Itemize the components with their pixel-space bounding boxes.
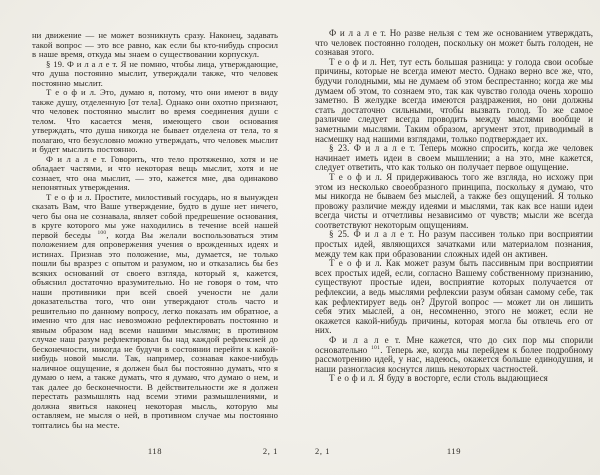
page-number: 118 <box>147 446 163 456</box>
paragraph: § 25. Ф и л а л е т. Но разум пассивен только при восприятии простых идей, являющихся зачатками или материалом познания, между тем как при образовании сложных идей он активен. <box>315 229 593 259</box>
paragraph: Т е о ф и л. Я буду в восторге, если столь выдающиеся <box>329 373 548 384</box>
paragraph: § 19. Ф и л а л е т. Я не помню, чтобы лица, утверждающие, что душа постоянно мыслит, утверждали также, что человек постоянно мыслит. <box>32 58 278 88</box>
paragraph: Т е о ф и л. Я придерживаюсь того же взгляда, но исхожу при этом из несколько своеобразного принципа, поскольку я думаю, что мы никогда не бываем без мыслей, а также без ощущений. Я только провожу различие между идеями и мыслями, так как все наши идеи всегда чисты и отчетливы независимо от чувств; мысли же всегда соответствуют некоторым ощущениям. <box>315 171 593 230</box>
paragraph: ни движение — не может возникнуть сразу. Наконец, задавать такой вопрос — это все равно, как если бы кто-нибудь спросил в наше время, откуда мы знаем о существовании корпускул. <box>32 30 278 59</box>
paragraph: Т е о ф и л. Это, думаю я, потому, что они имеют в виду также душу, отделенную [от тела]. Однако они охотно признают, что человек постоянно мыслит во время соединения души с телом. Что касается меня, имеющего свои основания утверждать, что душа никогда не бывает отделена от тела, то я полагаю, что безусловно можно утверждать, что человек мыслит и будет мыслить постоянно. <box>32 87 278 154</box>
footnote-ref-100: 100 <box>97 229 107 236</box>
paragraph-text: . Теперь же, когда мы перейдем к более подробному рассмотрению идей, у нас, надеюсь, окажется больше единодушия, и наши разногласия коснутся лишь некоторых частностей. <box>315 344 594 374</box>
page-number: 119 <box>446 446 462 456</box>
paragraph: Ф и л а л е т. Но разве нельзя с тем же основанием утверждать, что человек постоянно голоден, поскольку он может быть голоден, не сознавая этого. <box>315 28 593 58</box>
paragraph-text: , когда Вы желали воспользоваться этим положением для опровержения учения о врожденных идеях и истинах. Признав это положение, мы, думается, не только пошли бы вразрез с опытом и разумом, но и отказались бы без всяких оснований от своего взгляда, который я, кажется, объяснил достаточно вразумительно. Но не говоря о том, что наши противники при всей своей учености не дали доказательства того, что они утверждают столь часто и решительно по данному вопросу, легко показать им обратное, а именно что для нас невозможно рефлектировать постоянно и явным образом над всеми нашими мыслями; в противном случае наш разум рефлектировал бы над каждой рефлексией до бесконечности, никогда не будучи в состоянии перейти к какой-нибудь новой мысли. Так, например, сознавая какое-нибудь наличное ощущение, я должен был бы постоянно думать, что я думаю о нем, а также думать, что я думаю, что думаю о нем, и так далее до бесконечности. В действительности же я должен перестать размышлять над всеми этими размышлениями, и должна явиться наконец некоторая мысль, которую мы оставляем, не мысля о ней, в противном случае мы постоянно топтались бы на месте. <box>32 229 278 430</box>
paragraph: Ф и л а л е т. Говорить, что тело протяженно, хотя и не обладает частями, и что некоторая вещь мыслит, хотя и не сознает, что она мыслит, — это, кажется мне, два одинаково непонятных утверждения. <box>32 153 278 192</box>
paragraph-text: Т е о ф и л. Простите, милостивый государь, но я вынужден сказать Вам, что Ваше утверждение, будто в душе нет ничего, чего бы она не сознавала, являет собой предрешение основания, в круге которого мы уже находились в течение всей нашей первой беседы <box>32 191 278 240</box>
page-left-text <box>32 31 278 430</box>
page-right-footer <box>315 446 593 458</box>
paragraph <box>32 193 278 431</box>
footnote-ref-101: 101 <box>370 344 381 351</box>
paragraph <box>315 336 593 374</box>
page-left-footer <box>32 446 278 458</box>
paragraph: Т е о ф и л. Как может разум быть пассивным при восприятии всех простых идей, если, согласно Вашему собственному признанию, существуют простые идеи, восприятие которых получается от рефлексии, а ведь мыслями рефлексии разум обязан самому себе, так как рефлектирует ведь он? Другой вопрос — может ли он лишить себя этих мыслей, а он, несомненно, этого не может, если не окажется какой-нибудь причины, которая могла бы отвлечь его от них. <box>315 258 593 336</box>
paragraph: Т е о ф и л. Нет, тут есть большая разница: у голода свои особые причины, которые не всегда имеют место. Однако верно все же, что, будучи голодными, мы не думаем об этом беспрестанно; когда же мы думаем об этом, то сознаем это, так как чувство голода очень хорошо заметно. В желудке всегда имеются раздражения, но они должны стать достаточно сильными, чтобы вызвать голод. То же самое различие следует всегда проводить между мыслями вообще и заметными мыслями. Таким образом, аргумент этот, приводимый в насмешку над нашими взглядами, только подтверждает их. <box>315 56 593 144</box>
paragraph: § 23. Ф и л а л е т. Теперь можно спросить, когда же человек начинает иметь идеи в своем мышлении; а на это, мне кажется, следует ответить, что как только он получает первое ощущение. <box>315 143 593 173</box>
page-right-text <box>315 29 593 384</box>
section-mark: 2, 1 <box>315 446 331 456</box>
section-mark: 2, 1 <box>262 446 278 456</box>
paragraph-text: Ф и л а л е т. Мне кажется, что до сих пор мы спорили основательно <box>315 335 593 355</box>
